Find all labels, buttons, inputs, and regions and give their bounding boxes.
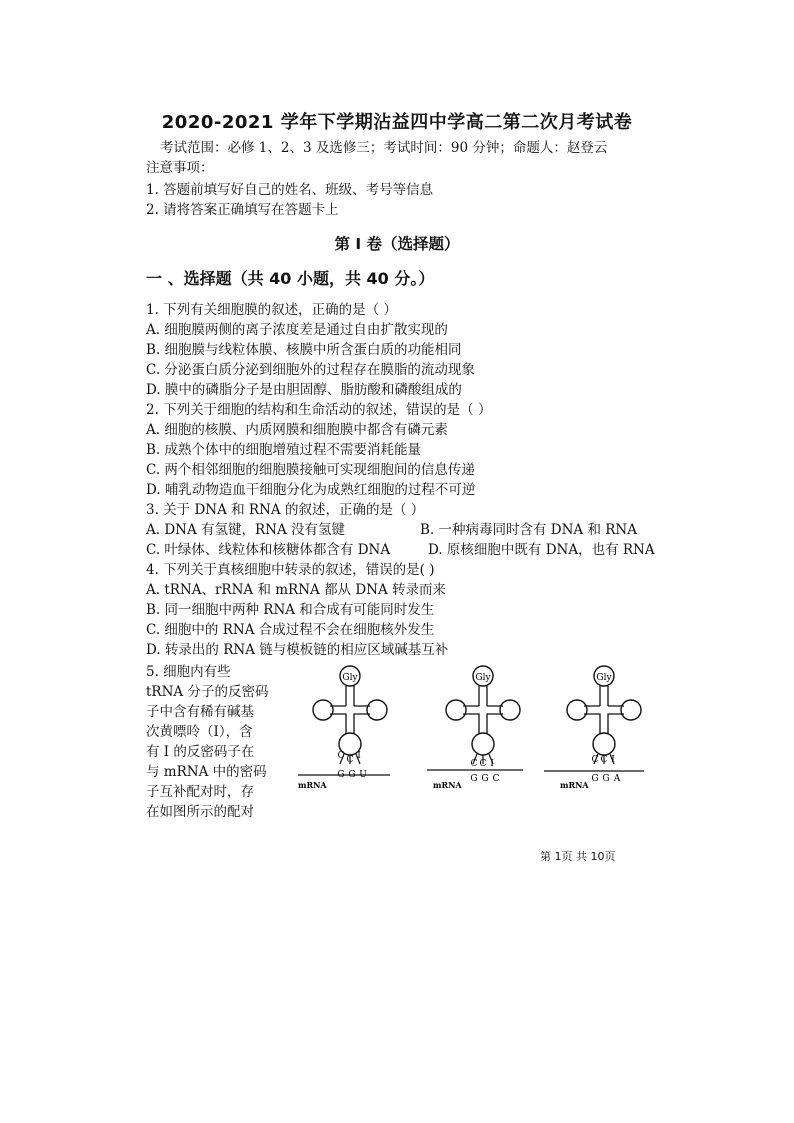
trna-1-codon-3: U xyxy=(359,770,367,780)
q1-option-b: B. 细胞膜与线粒体膜、核膜中所含蛋白质的功能相同 xyxy=(146,342,462,358)
q1-option-c: C. 分泌蛋白质分泌到细胞外的过程存在膜脂的流动现象 xyxy=(146,362,475,378)
trna-3-anticodon-1: C xyxy=(591,755,599,765)
notes-title: 注意事项： xyxy=(146,160,214,176)
q5-line-5: 有 I 的反密码子在 xyxy=(146,744,255,760)
trna-2 xyxy=(427,666,523,790)
trna-diagram xyxy=(290,662,670,802)
q5-line-7: 子互补配对时，存 xyxy=(146,784,254,800)
trna-1-anticodon-1: C xyxy=(337,751,345,761)
trna-2-mrna-label: mRNA xyxy=(433,780,462,790)
q2-option-a: A. 细胞的核膜、内质网膜和细胞膜中都含有磷元素 xyxy=(146,422,448,438)
q5-line-6: 与 mRNA 中的密码 xyxy=(146,764,267,780)
trna-3-amino-acid: Gly xyxy=(596,673,612,683)
q4-option-a: A. tRNA、rRNA 和 mRNA 都从 DNA 转录而来 xyxy=(146,582,447,598)
trna-2-anticodon-2: C xyxy=(479,759,487,769)
trna-2-anticodon-1: C xyxy=(470,759,478,769)
q5-line-2: tRNA 分子的反密码 xyxy=(146,684,269,700)
q2-option-b: B. 成熟个体中的细胞增殖过程不需要消耗能量 xyxy=(146,442,422,458)
part-heading: 一 、选择题（共 40 小题，共 40 分。） xyxy=(146,269,435,288)
q2-option-c: C. 两个相邻细胞的细胞膜接触可实现细胞间的信息传递 xyxy=(146,462,475,478)
q5-line-4: 次黄嘌呤（I），含 xyxy=(146,724,253,740)
trna-2-anticodon-3: I xyxy=(490,759,494,769)
q4-stem: 4. 下列关于真核细胞中转录的叙述，错误的是( ) xyxy=(146,562,435,578)
section-title: 第 I 卷（选择题） xyxy=(334,235,460,253)
q3-option-d: D. 原核细胞中既有 DNA，也有 RNA xyxy=(428,542,655,558)
q5-line-3: 子中含有稀有碱基 xyxy=(146,704,254,720)
q5-line-8: 在如图所示的配对 xyxy=(146,804,254,820)
trna-2-codon-2: G xyxy=(481,774,489,784)
trna-2-codon-3: C xyxy=(492,774,500,784)
trna-1 xyxy=(298,666,390,790)
q1-option-a: A. 细胞膜两侧的离子浓度差是通过自由扩散实现的 xyxy=(146,322,448,338)
exam-info: 考试范围：必修 1、2、3 及选修三；考试时间：90 分钟；命题人：赵登云 xyxy=(160,140,608,156)
q3-option-a: A. DNA 有氢键，RNA 没有氢键 xyxy=(146,522,346,538)
trna-3-codon-2: G xyxy=(602,774,610,784)
trna-3-anticodon-2: C xyxy=(600,755,608,765)
trna-1-mrna-label: mRNA xyxy=(298,780,327,790)
note-2: 2. 请将答案正确填写在答题卡上 xyxy=(146,202,339,218)
q4-option-d: D. 转录出的 RNA 链与模板链的相应区域碱基互补 xyxy=(146,642,449,658)
trna-1-amino-acid: Gly xyxy=(342,673,358,683)
trna-1-codon-2: G xyxy=(348,770,356,780)
trna-3 xyxy=(544,666,644,790)
q3-stem: 3. 关于 DNA 和 RNA 的叙述，正确的是（ ） xyxy=(146,502,425,518)
q2-stem: 2. 下列关于细胞的结构和生命活动的叙述，错误的是（ ） xyxy=(146,402,492,418)
q1-option-d: D. 膜中的磷脂分子是由胆固醇、脂肪酸和磷酸组成的 xyxy=(146,382,462,398)
q2-option-d: D. 哺乳动物造血干细胞分化为成熟红细胞的过程不可逆 xyxy=(146,482,476,498)
note-1: 1. 答题前填写好自己的姓名、班级、考号等信息 xyxy=(146,182,434,198)
q4-option-c: C. 细胞中的 RNA 合成过程不会在细胞核外发生 xyxy=(146,622,435,638)
q3-option-b: B. 一种病毒同时含有 DNA 和 RNA xyxy=(420,522,637,538)
trna-3-mrna-label: mRNA xyxy=(560,780,589,790)
trna-3-codon-3: A xyxy=(613,774,621,784)
trna-1-anticodon-3: I xyxy=(357,751,361,761)
trna-1-codon-1: G xyxy=(337,770,345,780)
trna-2-amino-acid: Gly xyxy=(475,673,491,683)
trna-2-codon-1: G xyxy=(470,774,478,784)
exam-title: 2020-2021 学年下学期沾益四中学高二第二次月考试卷 xyxy=(161,112,633,133)
q4-option-b: B. 同一细胞中两种 RNA 和合成有可能同时发生 xyxy=(146,602,435,618)
trna-3-anticodon-3: I xyxy=(611,755,615,765)
q3-option-c: C. 叶绿体、线粒体和核糖体都含有 DNA xyxy=(146,542,391,558)
q1-stem: 1. 下列有关细胞膜的叙述，正确的是（ ） xyxy=(146,302,397,318)
trna-1-anticodon-2: C xyxy=(346,755,354,765)
q5-line-1: 5. 细胞内有些 xyxy=(146,664,231,680)
trna-3-codon-1: G xyxy=(591,774,599,784)
page-footer: 第 1页 共 10页 xyxy=(540,850,616,863)
